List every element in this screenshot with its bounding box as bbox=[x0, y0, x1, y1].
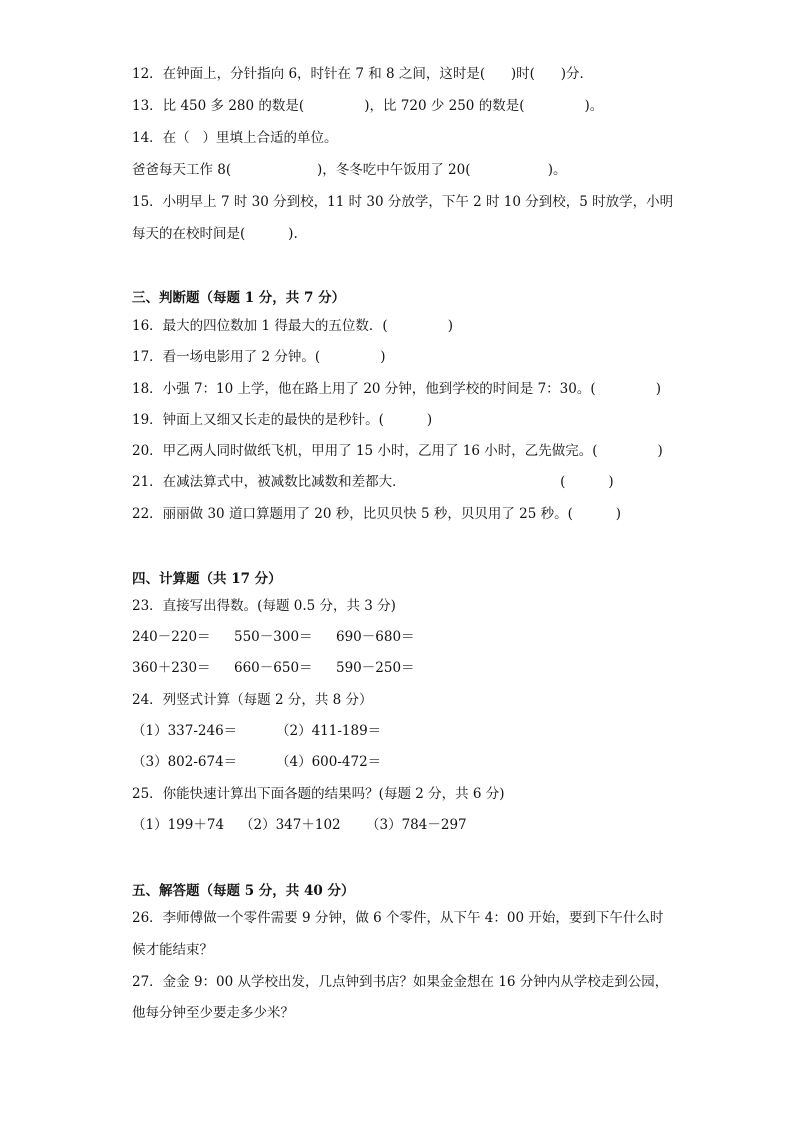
question-15-line1: 15．小明早上 7 时 30 分到校，11 时 30 分放学，下午 2 时 10 分到校，5 时放学，小明 bbox=[132, 194, 674, 210]
q24-item-4: （4）600-472＝ bbox=[276, 754, 382, 770]
question-25-title: 25．你能快速计算出下面各题的结果吗？(每题 2 分，共 6 分) bbox=[132, 786, 505, 802]
question-22: 22．丽丽做 30 道口算题用了 20 秒，比贝贝快 5 秒，贝贝用了 25 秒。( ) bbox=[132, 506, 622, 522]
question-26-line2: 候才能结束？ bbox=[132, 942, 213, 958]
q24-item-3: （3）802-674＝ bbox=[132, 754, 238, 770]
q25-item-2: （2）347＋102 bbox=[240, 817, 341, 833]
q23-item-5: 660－650＝ bbox=[234, 660, 313, 676]
q23-item-2: 550－300＝ bbox=[234, 629, 313, 645]
question-12: 12．在钟面上，分针指向 6，时针在 7 和 8 之间，这时是( )时( )分． bbox=[132, 66, 593, 82]
q23-item-3: 690－680＝ bbox=[336, 629, 415, 645]
q23-item-6: 590－250＝ bbox=[336, 660, 415, 676]
q25-item-1: （1）199＋74 bbox=[132, 817, 225, 833]
question-17: 17．看一场电影用了 2 分钟。( ) bbox=[132, 349, 386, 365]
q23-item-1: 240－220＝ bbox=[132, 629, 211, 645]
question-21: 21．在减法算式中，被减数比减数和差都大． ( ) bbox=[132, 474, 614, 490]
q23-item-4: 360＋230＝ bbox=[132, 660, 211, 676]
question-14: 14．在（ ）里填上合适的单位。 bbox=[132, 130, 338, 146]
q24-item-2: （2）411-189＝ bbox=[276, 723, 382, 739]
section-answer-heading: 五、解答题（每题 5 分，共 40 分） bbox=[132, 883, 355, 899]
question-27-line1: 27．金金 9：00 从学校出发，几点钟到书店？如果金金想在 16 分钟内从学校走到公园， bbox=[132, 974, 669, 990]
question-19: 19．钟面上又细又长走的最快的是秒针。( ) bbox=[132, 412, 433, 428]
question-20: 20．甲乙两人同时做纸飞机，甲用了 15 小时，乙用了 16 小时，乙先做完。( ) bbox=[132, 443, 663, 459]
q24-item-1: （1）337-246＝ bbox=[132, 723, 238, 739]
question-16: 16．最大的四位数加 1 得最大的五位数．( ) bbox=[132, 318, 453, 334]
question-26-line1: 26．李师傅做一个零件需要 9 分钟，做 6 个零件，从下午 4：00 开始，要到下午什么时 bbox=[132, 910, 664, 926]
question-14-detail: 爸爸每天工作 8( )，冬冬吃中午饭用了 20( )。 bbox=[132, 162, 567, 178]
question-27-line2: 他每分钟至少要走多少米？ bbox=[132, 1005, 294, 1021]
question-13: 13．比 450 多 280 的数是( )，比 720 少 250 的数是( )。 bbox=[132, 98, 604, 114]
question-18: 18．小强 7：10 上学，他在路上用了 20 分钟，他到学校的时间是 7：30。( ) bbox=[132, 381, 661, 397]
question-15-line2: 每天的在校时间是( ). bbox=[132, 226, 298, 242]
question-24-title: 24．列竖式计算（每题 2 分，共 8 分） bbox=[132, 692, 373, 708]
section-calc-heading: 四、计算题（共 17 分） bbox=[132, 571, 282, 587]
section-judge-heading: 三、判断题（每题 1 分，共 7 分） bbox=[132, 290, 346, 306]
q25-item-3: （3）784－297 bbox=[366, 817, 467, 833]
question-23-title: 23．直接写出得数。(每题 0.5 分，共 3 分) bbox=[132, 598, 396, 614]
